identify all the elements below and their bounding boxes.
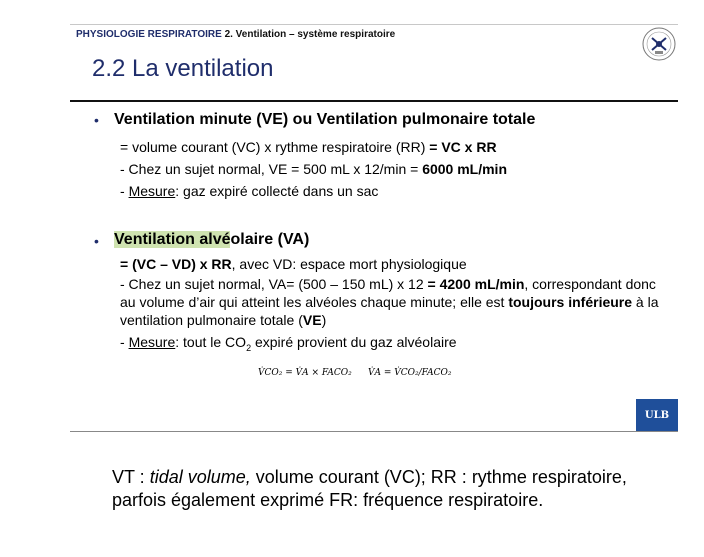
university-seal-icon — [642, 27, 676, 61]
s2-para-part2: , correspondant donc au volume d’air qui atteint les alvéoles chaque minute; elle est — [120, 276, 656, 310]
s2-line1-bold: = (VC – VD) x RR — [120, 256, 232, 272]
footnote — [112, 466, 632, 512]
s1-line3-prefix: - — [120, 183, 129, 199]
section2-example-paragraph — [120, 275, 672, 329]
formula-va: V̇A = V̇CO₂/FACO₂ — [368, 368, 452, 378]
s2-para-part4: ) — [321, 312, 327, 328]
s1-line1-bold: = VC x RR — [429, 139, 497, 155]
s2-heading-rest: olaire (VA) — [230, 231, 310, 248]
chapter-name: 2. Ventilation – système respiratoire — [224, 29, 396, 40]
footnote-part2: volume courant (VC); RR : rythme respiratoire, parfois également exprimé FR: fréquence respiratoire. — [112, 467, 627, 510]
course-name: PHYSIOLOGIE RESPIRATOIRE — [76, 29, 222, 40]
slide — [70, 24, 678, 431]
s2-heading-highlighted: Ventilation alvé — [114, 231, 231, 248]
section1-formula-line — [120, 138, 497, 156]
s2-measure-label: Mesure — [128, 334, 176, 350]
s1-line3-rest: : gaz expiré collecté dans un sac — [175, 183, 379, 199]
slide-header — [76, 29, 395, 40]
section1-heading: Ventilation minute (VE) ou Ventilation pulmonaire totale — [114, 111, 536, 128]
s2-line3-prefix: - — [120, 334, 129, 350]
s2-line3-mid: : tout le CO — [175, 334, 247, 350]
title-divider — [70, 100, 678, 102]
section1-measure-line — [120, 182, 378, 200]
bullet-1: • — [94, 112, 99, 128]
footnote-part1: VT : — [112, 467, 150, 487]
slide-title: 2.2 La ventilation — [92, 55, 274, 82]
s2-para-bold3: VE — [302, 312, 322, 328]
s2-para-part1: - Chez un sujet normal, VA= (500 – 150 mL) x 12 — [120, 276, 428, 292]
s2-co2-subscript: 2 — [246, 342, 252, 353]
s2-para-bold1: = 4200 mL/min — [427, 276, 525, 292]
section1-example-line — [120, 160, 507, 178]
s1-line1-text: = volume courant (VC) x rythme respiratoire (RR) — [120, 139, 430, 155]
section2-measure-line — [120, 333, 457, 357]
s1-measure-label: Mesure — [128, 183, 176, 199]
formula-vco2: V̇CO₂ = V̇A × FACO₂ — [258, 368, 352, 378]
s2-line1-text: , avec VD: espace mort physiologique — [231, 256, 467, 272]
section2-formula-line — [120, 255, 467, 273]
ulb-logo: ULB — [636, 399, 678, 432]
s2-line3-rest: expiré provient du gaz alvéolaire — [251, 334, 457, 350]
footnote-italic: tidal volume, — [149, 467, 251, 487]
section2-heading — [114, 231, 309, 249]
s2-para-part3: à la ventilation pulmonaire totale ( — [120, 294, 659, 328]
s2-para-bold2: toujours inférieure — [508, 294, 633, 310]
bullet-2: • — [94, 233, 99, 249]
slide-bottom-divider — [70, 431, 678, 432]
s1-line2-text: - Chez un sujet normal, VE = 500 mL x 12/min = — [120, 161, 423, 177]
s1-line2-bold: 6000 mL/min — [422, 161, 508, 177]
